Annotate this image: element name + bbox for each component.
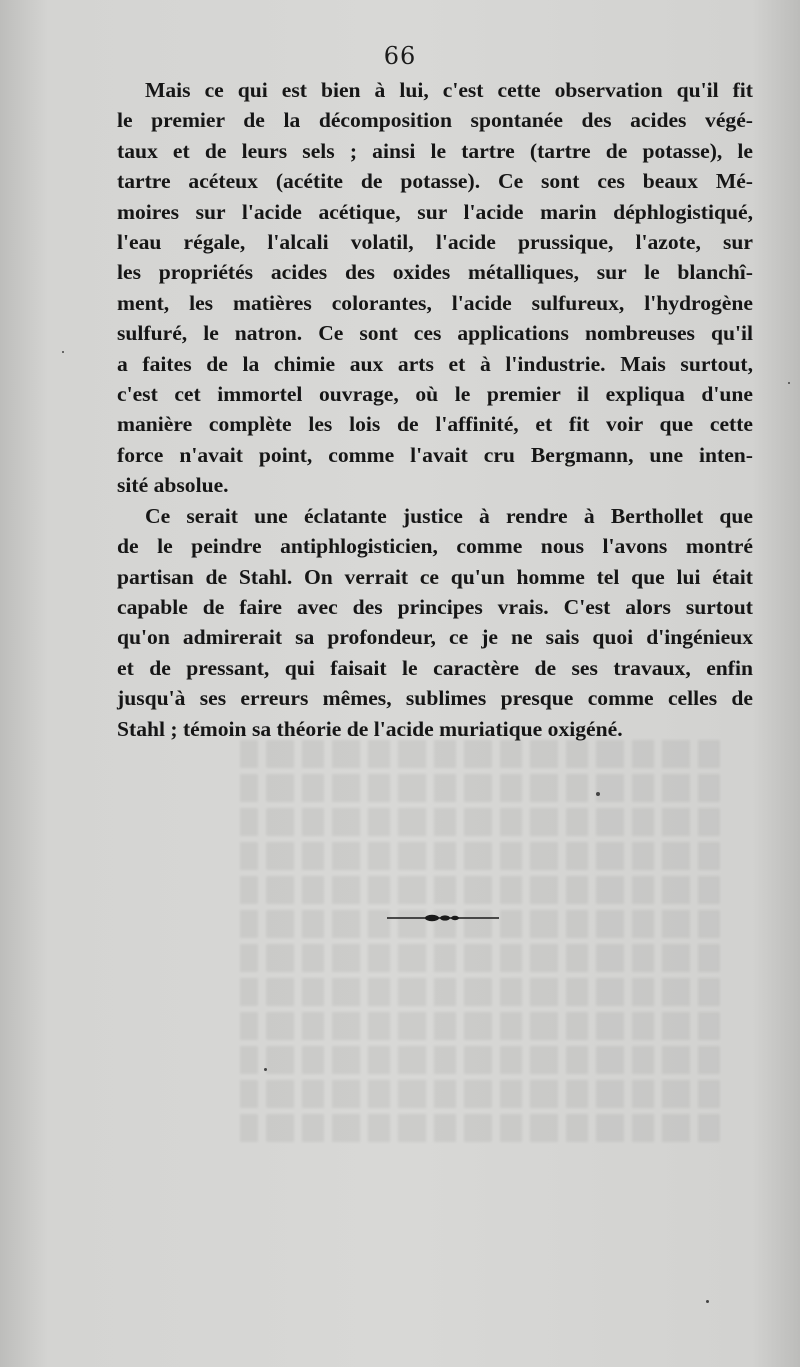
paragraph-2 [117,501,753,744]
text-line: partisan de Stahl. On verrait ce qu'un homme tel que lui était [117,564,753,589]
text-line: qu'on admirerait sa profondeur, ce je ne sais quoi d'ingénieux [117,625,753,650]
page-number: 66 [383,42,417,70]
text-line: l'eau régale, l'alcali volatil, l'acide prussique, l'azote, sur [117,230,753,255]
paragraph-1 [117,75,753,501]
text-line: manière complète les lois de l'affinité, et fit voir que cette [117,412,753,437]
body-text [117,75,753,744]
text-line: tartre acéteux (acétite de potasse). Ce sont ces beaux Mé- [117,169,753,194]
text-line: ment, les matières colorantes, l'acide sulfureux, l'hydrogène [117,290,753,315]
text-line: Mais ce qui est bien à lui, c'est cette observation qu'il fit [145,78,753,102]
text-line: capable de faire avec des principes vrais. C'est alors surtout [117,594,753,619]
text-line: Stahl ; témoin sa théorie de l'acide muriatique oxigéné. [117,716,623,741]
text-line: le premier de la décomposition spontanée des acides végé- [117,108,753,133]
text-line: sulfuré, le natron. Ce sont ces applications nombreuses qu'il [117,321,753,346]
text-line: a faites de la chimie aux arts et à l'industrie. Mais surtout, [117,351,753,376]
tailpiece-ornament-icon [387,912,499,924]
text-line: force n'avait point, comme l'avait cru Bergmann, une inten- [117,442,753,467]
text-line: Ce serait une éclatante justice à rendre à Berthollet que [145,503,753,528]
text-line: moires sur l'acide acétique, sur l'acide marin déphlogistiqué, [117,199,753,224]
text-line: taux et de leurs sels ; ainsi le tartre (tartre de potasse), le [117,138,753,163]
text-line: et de pressant, qui faisait le caractère de ses travaux, enfin [117,655,753,680]
show-through-text [240,740,720,1160]
text-line: jusqu'à ses erreurs mêmes, sublimes presque comme celles de [117,686,753,711]
text-line: c'est cet immortel ouvrage, où le premier il expliqua d'une [117,382,753,407]
text-line: de le peindre antiphlogisticien, comme nous l'avons montré [117,534,753,559]
text-line: sité absolue. [117,473,229,498]
text-line: les propriétés acides des oxides métalliques, sur le blanchî- [117,260,753,285]
